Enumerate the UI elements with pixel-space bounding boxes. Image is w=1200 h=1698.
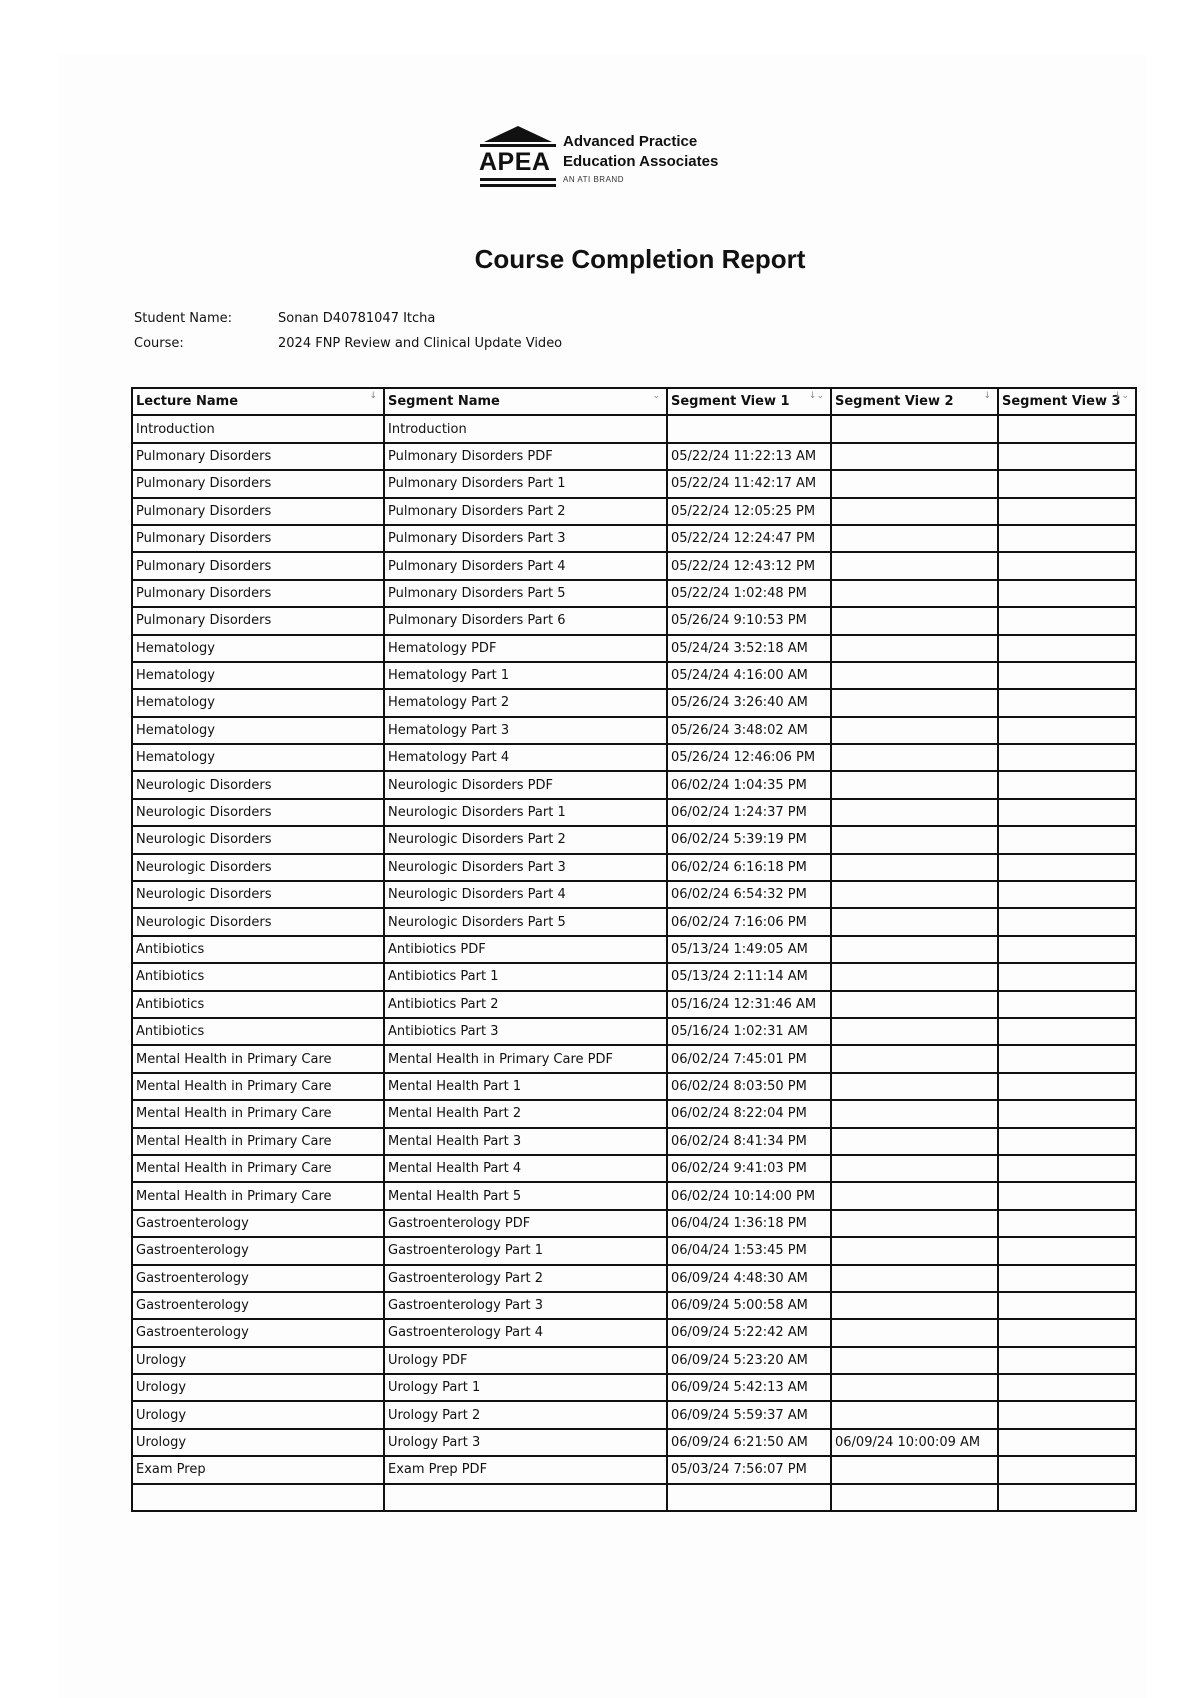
segment-view-3-cell <box>998 1429 1136 1456</box>
segment-view-1-cell: 06/02/24 7:16:06 PM <box>667 908 831 935</box>
segment-view-1-cell: 06/02/24 8:41:34 PM <box>667 1128 831 1155</box>
lecture-name-cell: Neurologic Disorders <box>132 908 384 935</box>
segment-name-cell: Gastroenterology Part 4 <box>384 1319 667 1346</box>
table-row <box>132 1045 1136 1072</box>
table-header-row <box>132 388 1136 415</box>
segment-view-3-cell <box>998 1319 1136 1346</box>
segment-view-1-cell: 05/24/24 3:52:18 AM <box>667 635 831 662</box>
segment-view-3-cell <box>998 1210 1136 1237</box>
lecture-name-cell: Urology <box>132 1374 384 1401</box>
segment-view-2-cell <box>831 607 998 634</box>
segment-view-1-cell: 06/04/24 1:36:18 PM <box>667 1210 831 1237</box>
table-row <box>132 1401 1136 1428</box>
segment-view-1-cell: 06/02/24 8:03:50 PM <box>667 1073 831 1100</box>
segment-name-cell: Pulmonary Disorders Part 3 <box>384 525 667 552</box>
table-row <box>132 936 1136 963</box>
segment-view-2-cell <box>831 908 998 935</box>
segment-view-1-cell: 06/02/24 9:41:03 PM <box>667 1155 831 1182</box>
segment-view-1-cell: 06/02/24 6:16:18 PM <box>667 854 831 881</box>
table-row <box>132 1237 1136 1264</box>
segment-name-cell: Pulmonary Disorders Part 5 <box>384 580 667 607</box>
segment-view-1-cell: 05/13/24 2:11:14 AM <box>667 963 831 990</box>
table-body <box>132 415 1136 1511</box>
segment-view-3-cell <box>998 717 1136 744</box>
segment-view-1-cell: 05/16/24 12:31:46 AM <box>667 991 831 1018</box>
student-name-label: Student Name: <box>134 311 233 326</box>
table-row <box>132 744 1136 771</box>
segment-view-1-cell: 05/22/24 1:02:48 PM <box>667 580 831 607</box>
segment-name-cell: Gastroenterology Part 3 <box>384 1292 667 1319</box>
lecture-name-cell: Neurologic Disorders <box>132 881 384 908</box>
segment-view-3-cell <box>998 881 1136 908</box>
table-row <box>132 799 1136 826</box>
segment-view-2-cell <box>831 689 998 716</box>
segment-name-cell: Exam Prep PDF <box>384 1456 667 1483</box>
segment-name-cell: Mental Health Part 1 <box>384 1073 667 1100</box>
segment-name-cell: Neurologic Disorders PDF <box>384 771 667 798</box>
table-row <box>132 1265 1136 1292</box>
segment-name-cell: Antibiotics Part 1 <box>384 963 667 990</box>
segment-view-2-cell <box>831 717 998 744</box>
segment-view-3-cell <box>998 1374 1136 1401</box>
sort-icon: ↓ <box>369 391 377 401</box>
segment-view-3-cell <box>998 1237 1136 1264</box>
segment-view-2-cell: 06/09/24 10:00:09 AM <box>831 1429 998 1456</box>
segment-view-3-cell <box>998 1128 1136 1155</box>
table-row <box>132 662 1136 689</box>
segment-view-3-cell <box>998 936 1136 963</box>
segment-name-cell <box>384 1484 667 1511</box>
segment-name-cell: Neurologic Disorders Part 2 <box>384 826 667 853</box>
table-row <box>132 607 1136 634</box>
lecture-name-cell: Gastroenterology <box>132 1292 384 1319</box>
lecture-name-cell: Pulmonary Disorders <box>132 607 384 634</box>
segment-view-1-cell: 06/09/24 5:00:58 AM <box>667 1292 831 1319</box>
segment-view-2-cell <box>831 443 998 470</box>
logo-line-3: AN ATI BRAND <box>563 175 624 184</box>
lecture-name-cell: Antibiotics <box>132 991 384 1018</box>
segment-view-2-cell <box>831 1456 998 1483</box>
segment-name-cell: Antibiotics Part 3 <box>384 1018 667 1045</box>
table-row <box>132 443 1136 470</box>
completion-table <box>131 387 1137 1512</box>
table-row <box>132 1456 1136 1483</box>
segment-view-3-cell <box>998 1456 1136 1483</box>
lecture-name-cell: Hematology <box>132 744 384 771</box>
segment-view-1-cell: 06/02/24 5:39:19 PM <box>667 826 831 853</box>
segment-view-3-cell <box>998 1484 1136 1511</box>
segment-view-1-cell: 05/22/24 12:05:25 PM <box>667 498 831 525</box>
segment-name-cell: Urology Part 3 <box>384 1429 667 1456</box>
segment-view-3-cell <box>998 689 1136 716</box>
segment-view-3-cell <box>998 607 1136 634</box>
segment-view-1-cell: 05/26/24 9:10:53 PM <box>667 607 831 634</box>
segment-view-3-cell <box>998 1401 1136 1428</box>
segment-view-2-cell <box>831 552 998 579</box>
segment-view-2-cell <box>831 744 998 771</box>
segment-name-cell: Mental Health Part 2 <box>384 1100 667 1127</box>
table-row <box>132 1073 1136 1100</box>
segment-name-cell: Pulmonary Disorders Part 1 <box>384 470 667 497</box>
lecture-name-cell: Mental Health in Primary Care <box>132 1128 384 1155</box>
segment-view-1-cell: 05/13/24 1:49:05 AM <box>667 936 831 963</box>
segment-view-3-cell <box>998 662 1136 689</box>
lecture-name-cell: Gastroenterology <box>132 1319 384 1346</box>
segment-view-2-cell <box>831 854 998 881</box>
sort-icon: ↓⌄ <box>1113 391 1129 401</box>
segment-view-2-cell <box>831 1155 998 1182</box>
segment-view-3-cell <box>998 908 1136 935</box>
segment-view-2-cell <box>831 1292 998 1319</box>
segment-view-3-cell <box>998 635 1136 662</box>
table-row <box>132 717 1136 744</box>
segment-view-1-cell: 06/09/24 5:23:20 AM <box>667 1347 831 1374</box>
segment-view-2-cell <box>831 826 998 853</box>
col-header-segment-view-3[interactable]: Segment View 3 ↓⌄ <box>998 388 1136 415</box>
segment-view-1-cell: 06/09/24 5:59:37 AM <box>667 1401 831 1428</box>
segment-name-cell: Gastroenterology Part 2 <box>384 1265 667 1292</box>
segment-view-1-cell: 06/02/24 1:04:35 PM <box>667 771 831 798</box>
table-row <box>132 1128 1136 1155</box>
segment-view-2-cell <box>831 1182 998 1209</box>
col-header-segment-view-2[interactable]: Segment View 2 ↓ <box>831 388 998 415</box>
segment-view-2-cell <box>831 771 998 798</box>
lecture-name-cell: Pulmonary Disorders <box>132 498 384 525</box>
segment-name-cell: Mental Health Part 3 <box>384 1128 667 1155</box>
segment-view-1-cell: 05/22/24 12:43:12 PM <box>667 552 831 579</box>
lecture-name-cell: Neurologic Disorders <box>132 771 384 798</box>
segment-view-3-cell <box>998 963 1136 990</box>
logo-line-1: Advanced Practice <box>563 133 698 150</box>
segment-view-2-cell <box>831 1484 998 1511</box>
segment-name-cell: Pulmonary Disorders PDF <box>384 443 667 470</box>
table-row <box>132 1292 1136 1319</box>
table-row <box>132 1484 1136 1511</box>
segment-view-2-cell <box>831 963 998 990</box>
table-row <box>132 689 1136 716</box>
segment-view-3-cell <box>998 552 1136 579</box>
lecture-name-cell: Pulmonary Disorders <box>132 525 384 552</box>
table-row <box>132 854 1136 881</box>
lecture-name-cell: Mental Health in Primary Care <box>132 1155 384 1182</box>
segment-view-3-cell <box>998 854 1136 881</box>
lecture-name-cell: Pulmonary Disorders <box>132 580 384 607</box>
table-row <box>132 1155 1136 1182</box>
col-header-segment-name[interactable]: Segment Name ⌄ <box>384 388 667 415</box>
segment-view-1-cell: 06/02/24 7:45:01 PM <box>667 1045 831 1072</box>
segment-view-2-cell <box>831 1374 998 1401</box>
table-row <box>132 1319 1136 1346</box>
segment-view-3-cell <box>998 1265 1136 1292</box>
table-row <box>132 908 1136 935</box>
table-row <box>132 1100 1136 1127</box>
segment-view-1-cell: 05/03/24 7:56:07 PM <box>667 1456 831 1483</box>
table-row <box>132 881 1136 908</box>
segment-view-3-cell <box>998 1100 1136 1127</box>
segment-name-cell: Urology Part 2 <box>384 1401 667 1428</box>
segment-view-2-cell <box>831 635 998 662</box>
segment-name-cell: Mental Health Part 4 <box>384 1155 667 1182</box>
table-row <box>132 415 1136 442</box>
segment-view-2-cell <box>831 1401 998 1428</box>
lecture-name-cell: Urology <box>132 1347 384 1374</box>
lecture-name-cell: Neurologic Disorders <box>132 826 384 853</box>
lecture-name-cell: Hematology <box>132 635 384 662</box>
segment-view-3-cell <box>998 1045 1136 1072</box>
segment-name-cell: Gastroenterology Part 1 <box>384 1237 667 1264</box>
course-value: 2024 FNP Review and Clinical Update Video <box>278 336 563 351</box>
lecture-name-cell: Antibiotics <box>132 963 384 990</box>
segment-name-cell: Hematology PDF <box>384 635 667 662</box>
segment-view-1-cell: 06/09/24 6:21:50 AM <box>667 1429 831 1456</box>
segment-name-cell: Urology PDF <box>384 1347 667 1374</box>
student-name-row <box>134 311 435 326</box>
table-row <box>132 470 1136 497</box>
table-row <box>132 771 1136 798</box>
segment-view-3-cell <box>998 470 1136 497</box>
apea-logo <box>478 120 738 192</box>
table-row <box>132 525 1136 552</box>
segment-view-3-cell <box>998 1182 1136 1209</box>
segment-view-3-cell <box>998 415 1136 442</box>
segment-view-3-cell <box>998 443 1136 470</box>
segment-name-cell: Gastroenterology PDF <box>384 1210 667 1237</box>
segment-view-1-cell: 05/26/24 3:26:40 AM <box>667 689 831 716</box>
segment-view-2-cell <box>831 1347 998 1374</box>
lecture-name-cell: Hematology <box>132 717 384 744</box>
table-row <box>132 991 1136 1018</box>
segment-view-3-cell <box>998 498 1136 525</box>
lecture-name-cell: Gastroenterology <box>132 1265 384 1292</box>
segment-name-cell: Neurologic Disorders Part 1 <box>384 799 667 826</box>
segment-view-3-cell <box>998 1347 1136 1374</box>
table-row <box>132 498 1136 525</box>
lecture-name-cell: Mental Health in Primary Care <box>132 1045 384 1072</box>
segment-view-2-cell <box>831 1018 998 1045</box>
student-name-value: Sonan D40781047 Itcha <box>278 311 436 326</box>
course-label: Course: <box>134 336 184 351</box>
segment-name-cell: Hematology Part 3 <box>384 717 667 744</box>
segment-view-2-cell <box>831 1073 998 1100</box>
lecture-name-cell: Introduction <box>132 415 384 442</box>
segment-view-1-cell: 05/16/24 1:02:31 AM <box>667 1018 831 1045</box>
segment-view-1-cell <box>667 1484 831 1511</box>
lecture-name-cell: Mental Health in Primary Care <box>132 1100 384 1127</box>
lecture-name-cell: Gastroenterology <box>132 1210 384 1237</box>
segment-name-cell: Mental Health Part 5 <box>384 1182 667 1209</box>
table-row <box>132 1182 1136 1209</box>
segment-view-2-cell <box>831 936 998 963</box>
segment-view-1-cell: 06/09/24 4:48:30 AM <box>667 1265 831 1292</box>
segment-name-cell: Pulmonary Disorders Part 6 <box>384 607 667 634</box>
lecture-name-cell: Hematology <box>132 662 384 689</box>
sort-icon: ⌄ <box>652 391 660 401</box>
segment-view-2-cell <box>831 662 998 689</box>
segment-view-3-cell <box>998 991 1136 1018</box>
sort-icon: ↓⌄ <box>808 391 824 401</box>
lecture-name-cell: Pulmonary Disorders <box>132 443 384 470</box>
lecture-name-cell: Exam Prep <box>132 1456 384 1483</box>
segment-name-cell: Antibiotics PDF <box>384 936 667 963</box>
segment-view-3-cell <box>998 1073 1136 1100</box>
table-row <box>132 963 1136 990</box>
table-row <box>132 826 1136 853</box>
segment-view-1-cell: 06/02/24 1:24:37 PM <box>667 799 831 826</box>
segment-view-2-cell <box>831 799 998 826</box>
segment-view-1-cell: 05/22/24 11:22:13 AM <box>667 443 831 470</box>
lecture-name-cell: Urology <box>132 1401 384 1428</box>
table-row <box>132 635 1136 662</box>
table-row <box>132 1429 1136 1456</box>
segment-view-1-cell: 06/09/24 5:22:42 AM <box>667 1319 831 1346</box>
lecture-name-cell: Urology <box>132 1429 384 1456</box>
segment-view-2-cell <box>831 498 998 525</box>
table-row <box>132 1018 1136 1045</box>
segment-view-3-cell <box>998 1018 1136 1045</box>
segment-name-cell: Hematology Part 2 <box>384 689 667 716</box>
segment-view-2-cell <box>831 470 998 497</box>
segment-view-3-cell <box>998 744 1136 771</box>
segment-view-2-cell <box>831 525 998 552</box>
table-row <box>132 1374 1136 1401</box>
course-row <box>134 336 562 351</box>
segment-view-1-cell: 06/02/24 6:54:32 PM <box>667 881 831 908</box>
segment-name-cell: Neurologic Disorders Part 3 <box>384 854 667 881</box>
segment-name-cell: Mental Health in Primary Care PDF <box>384 1045 667 1072</box>
segment-name-cell: Pulmonary Disorders Part 4 <box>384 552 667 579</box>
segment-view-2-cell <box>831 580 998 607</box>
segment-view-2-cell <box>831 1128 998 1155</box>
segment-view-1-cell: 06/02/24 8:22:04 PM <box>667 1100 831 1127</box>
segment-view-1-cell: 05/22/24 12:24:47 PM <box>667 525 831 552</box>
table-row <box>132 580 1136 607</box>
segment-name-cell: Hematology Part 4 <box>384 744 667 771</box>
segment-view-2-cell <box>831 881 998 908</box>
sort-icon: ↓ <box>983 391 991 401</box>
segment-view-3-cell <box>998 799 1136 826</box>
segment-name-cell: Antibiotics Part 2 <box>384 991 667 1018</box>
lecture-name-cell: Antibiotics <box>132 1018 384 1045</box>
segment-view-3-cell <box>998 771 1136 798</box>
segment-view-1-cell: 05/22/24 11:42:17 AM <box>667 470 831 497</box>
lecture-name-cell: Neurologic Disorders <box>132 799 384 826</box>
segment-view-2-cell <box>831 1319 998 1346</box>
table-row <box>132 552 1136 579</box>
lecture-name-cell: Pulmonary Disorders <box>132 552 384 579</box>
lecture-name-cell <box>132 1484 384 1511</box>
logo-line-2: Education Associates <box>563 153 719 170</box>
col-header-segment-view-1[interactable]: Segment View 1 ↓⌄ <box>667 388 831 415</box>
segment-name-cell: Hematology Part 1 <box>384 662 667 689</box>
segment-view-2-cell <box>831 1045 998 1072</box>
lecture-name-cell: Mental Health in Primary Care <box>132 1182 384 1209</box>
lecture-name-cell: Antibiotics <box>132 936 384 963</box>
lecture-name-cell: Neurologic Disorders <box>132 854 384 881</box>
segment-view-2-cell <box>831 991 998 1018</box>
segment-view-3-cell <box>998 1292 1136 1319</box>
segment-view-1-cell: 05/26/24 12:46:06 PM <box>667 744 831 771</box>
segment-view-2-cell <box>831 1210 998 1237</box>
segment-view-1-cell: 05/26/24 3:48:02 AM <box>667 717 831 744</box>
segment-view-2-cell <box>831 1100 998 1127</box>
lecture-name-cell: Gastroenterology <box>132 1237 384 1264</box>
logo-mark: APEA <box>479 148 551 176</box>
segment-view-3-cell <box>998 525 1136 552</box>
col-header-lecture-name[interactable]: Lecture Name ↓ <box>132 388 384 415</box>
segment-view-1-cell <box>667 415 831 442</box>
segment-view-2-cell <box>831 1265 998 1292</box>
segment-name-cell: Urology Part 1 <box>384 1374 667 1401</box>
segment-name-cell: Neurologic Disorders Part 4 <box>384 881 667 908</box>
segment-view-3-cell <box>998 1155 1136 1182</box>
segment-view-1-cell: 06/04/24 1:53:45 PM <box>667 1237 831 1264</box>
page-title: Course Completion Report <box>474 244 806 274</box>
segment-view-3-cell <box>998 826 1136 853</box>
segment-view-2-cell <box>831 415 998 442</box>
segment-view-1-cell: 05/24/24 4:16:00 AM <box>667 662 831 689</box>
lecture-name-cell: Hematology <box>132 689 384 716</box>
segment-view-1-cell: 06/09/24 5:42:13 AM <box>667 1374 831 1401</box>
segment-name-cell: Neurologic Disorders Part 5 <box>384 908 667 935</box>
segment-name-cell: Introduction <box>384 415 667 442</box>
segment-view-3-cell <box>998 580 1136 607</box>
segment-name-cell: Pulmonary Disorders Part 2 <box>384 498 667 525</box>
table-row <box>132 1210 1136 1237</box>
lecture-name-cell: Mental Health in Primary Care <box>132 1073 384 1100</box>
segment-view-1-cell: 06/02/24 10:14:00 PM <box>667 1182 831 1209</box>
lecture-name-cell: Pulmonary Disorders <box>132 470 384 497</box>
segment-view-2-cell <box>831 1237 998 1264</box>
table-row <box>132 1347 1136 1374</box>
